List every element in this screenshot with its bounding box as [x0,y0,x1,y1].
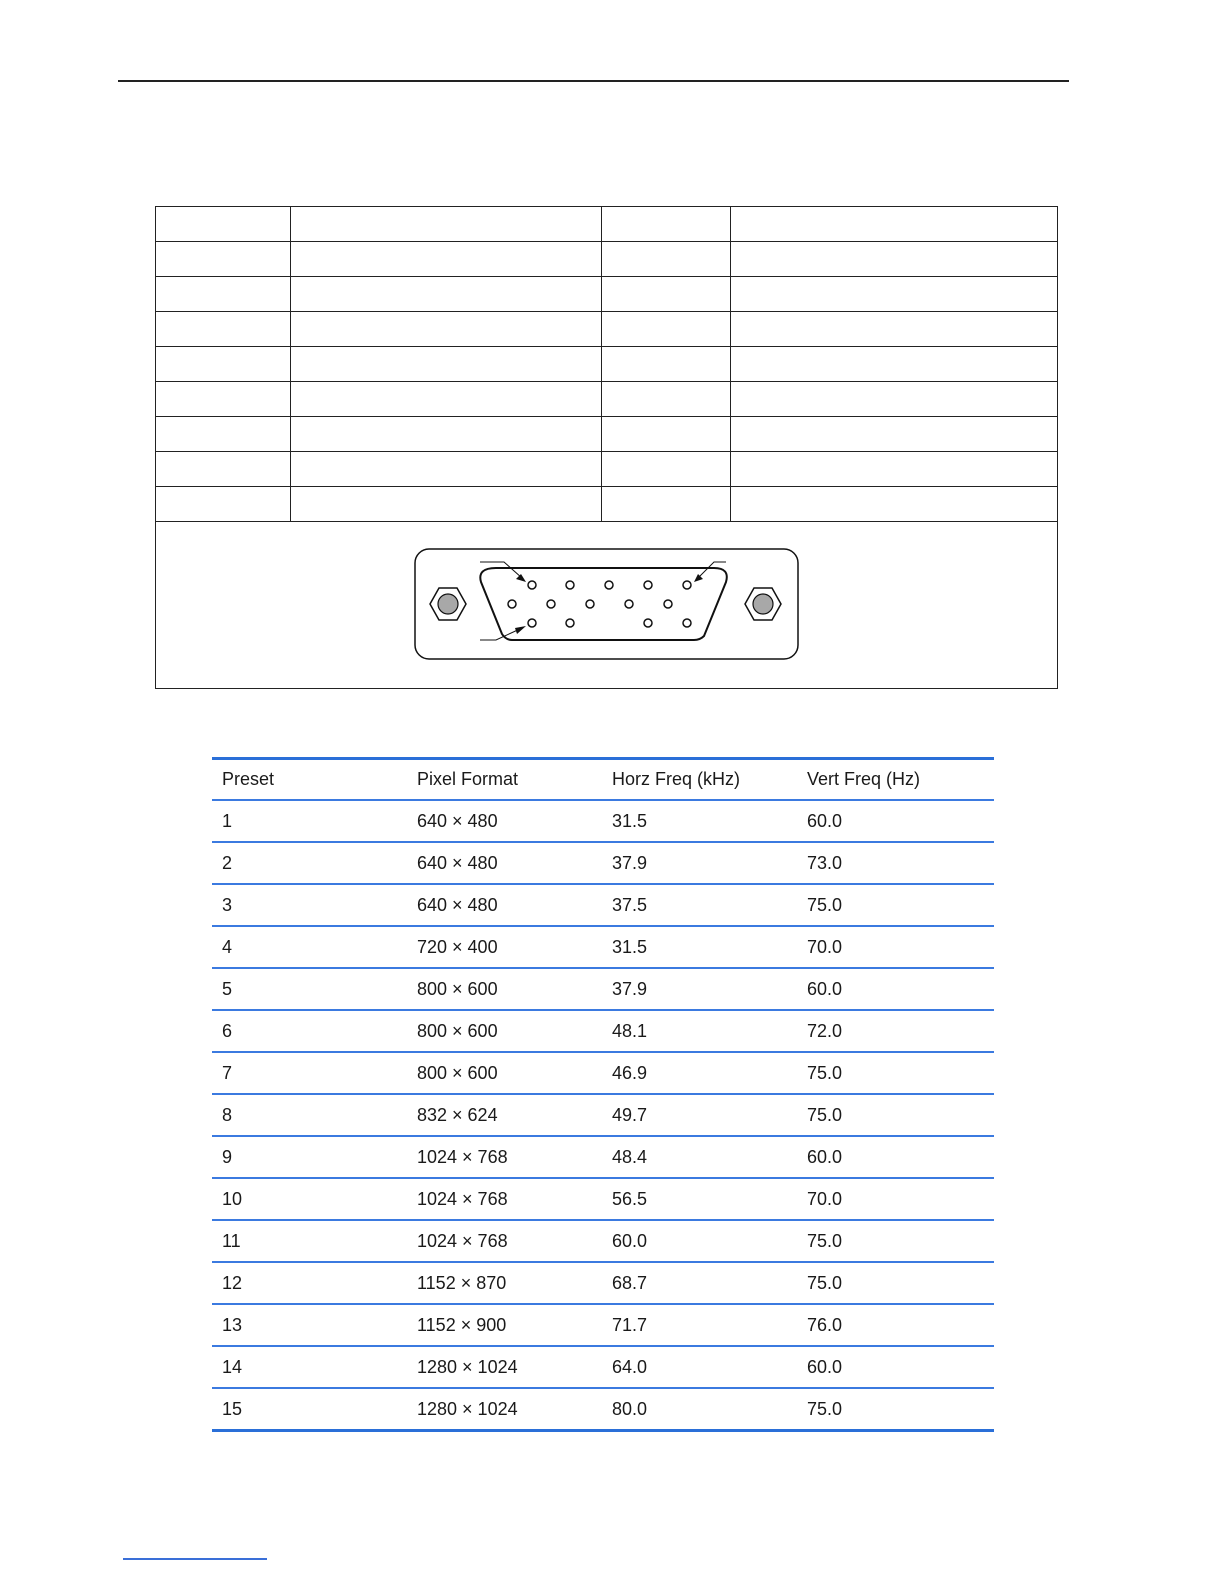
preset-number-cell: 11 [222,1230,241,1251]
vert-freq-cell: 75.0 [807,1062,843,1083]
pin-table-cell [731,277,1058,312]
preset-number-cell: 14 [222,1356,243,1377]
pin-table-cell [731,487,1058,522]
horz-freq-cell: 68.7 [612,1272,648,1293]
pin-table-cell [291,347,602,382]
pin-table-cell [731,382,1058,417]
horz-freq-cell: 37.9 [612,852,648,873]
vert-freq-cell: 73.0 [807,852,843,873]
header-pixel-format: Pixel Format [417,769,519,789]
pin-table-cell [602,452,731,487]
pin-table-cell [291,312,602,347]
preset-row [212,1010,994,1052]
vert-freq-cell: 70.0 [807,1188,843,1209]
pin-table-row [156,417,1058,452]
footer-rule [123,1558,267,1560]
pin-table-row [156,312,1058,347]
pin-table-cell [731,347,1058,382]
pin-table-cell [602,312,731,347]
pin-table-cell [156,277,291,312]
preset-row [212,1220,994,1262]
horz-freq-cell: 80.0 [612,1398,648,1419]
header-rule [118,80,1069,82]
vert-freq-cell: 60.0 [807,1356,843,1377]
preset-number-cell: 1 [222,810,233,831]
preset-row [212,1178,994,1220]
vert-freq-cell: 72.0 [807,1020,843,1041]
vert-freq-cell: 76.0 [807,1314,843,1335]
pin-table-cell [156,382,291,417]
vert-freq-cell: 75.0 [807,1272,843,1293]
pixel-format-cell: 640 × 480 [417,810,498,831]
vert-freq-cell: 60.0 [807,1146,843,1167]
preset-row [212,842,994,884]
pixel-format-cell: 800 × 600 [417,978,498,999]
pin-table-cell [602,382,731,417]
vert-freq-cell: 75.0 [807,1104,843,1125]
preset-number-cell: 4 [222,936,233,957]
pixel-format-cell: 832 × 624 [417,1104,498,1125]
pixel-format-cell: 1024 × 768 [417,1230,508,1251]
horz-freq-cell: 31.5 [612,936,648,957]
horz-freq-cell: 56.5 [612,1188,648,1209]
preset-number-cell: 8 [222,1104,233,1125]
preset-row [212,1388,994,1431]
header-preset: Preset [222,769,275,789]
preset-table-header [212,759,994,801]
pin-table-cell [602,487,731,522]
preset-row [212,1346,994,1388]
pixel-format-cell: 800 × 600 [417,1020,498,1041]
pixel-format-cell: 1280 × 1024 [417,1356,518,1377]
pin-table-cell [731,242,1058,277]
preset-number-cell: 15 [222,1398,243,1419]
pin-table-cell [602,347,731,382]
horz-freq-cell: 31.5 [612,810,648,831]
pin-table-cell [731,312,1058,347]
pin-table-cell [156,452,291,487]
pin-table-cell [156,417,291,452]
pixel-format-cell: 720 × 400 [417,936,498,957]
vert-freq-cell: 75.0 [807,1398,843,1419]
vert-freq-cell: 60.0 [807,978,843,999]
horz-freq-cell: 49.7 [612,1104,648,1125]
pin-table-cell [156,207,291,242]
pin-table-row [156,207,1058,242]
pin-table-cell [156,487,291,522]
preset-row [212,1052,994,1094]
preset-row [212,1094,994,1136]
vert-freq-cell: 60.0 [807,810,843,831]
preset-number-cell: 13 [222,1314,243,1335]
pixel-format-cell: 640 × 480 [417,852,498,873]
preset-number-cell: 10 [222,1188,243,1209]
pin-table-cell [731,417,1058,452]
preset-number-cell: 6 [222,1020,233,1041]
horz-freq-cell: 37.9 [612,978,648,999]
preset-row [212,800,994,842]
pin-table-cell [602,277,731,312]
pixel-format-cell: 1024 × 768 [417,1188,508,1209]
pin-table-row [156,487,1058,522]
pin-table-row [156,382,1058,417]
pin-table-cell [731,452,1058,487]
preset-row [212,926,994,968]
pin-table-cell [156,242,291,277]
pixel-format-cell: 1152 × 900 [417,1314,507,1335]
preset-row [212,968,994,1010]
vert-freq-cell: 75.0 [807,1230,843,1251]
pixel-format-cell: 640 × 480 [417,894,498,915]
preset-row [212,1304,994,1346]
pin-table-row [156,452,1058,487]
preset-number-cell: 2 [222,852,233,873]
preset-number-cell: 12 [222,1272,243,1293]
preset-row [212,884,994,926]
pin-table-cell [156,312,291,347]
preset-number-cell: 9 [222,1146,233,1167]
horz-freq-cell: 60.0 [612,1230,648,1251]
pin-table-row [156,277,1058,312]
pixel-format-cell: 1024 × 768 [417,1146,508,1167]
horz-freq-cell: 46.9 [612,1062,648,1083]
pixel-format-cell: 1152 × 870 [417,1272,507,1293]
preset-number-cell: 5 [222,978,233,999]
pin-table-cell [291,452,602,487]
pin-table-cell [156,347,291,382]
horz-freq-cell: 37.5 [612,894,648,915]
preset-row [212,1262,994,1304]
pin-table-cell [731,207,1058,242]
pin-table-cell [602,417,731,452]
horz-freq-cell: 48.1 [612,1020,648,1041]
preset-number-cell: 3 [222,894,233,915]
pixel-format-cell: 1280 × 1024 [417,1398,518,1419]
pin-table-cell [602,207,731,242]
horz-freq-cell: 71.7 [612,1314,648,1335]
pin-table-cell [291,382,602,417]
preset-timing-table [212,757,994,1432]
vert-freq-cell: 75.0 [807,894,843,915]
pin-assignment-table [155,206,1058,689]
pin-table-cell [291,207,602,242]
pin-table-cell [291,417,602,452]
pin-table-row [156,347,1058,382]
vert-freq-cell: 70.0 [807,936,843,957]
horz-freq-cell: 64.0 [612,1356,648,1377]
pin-table-cell [291,277,602,312]
preset-number-cell: 7 [222,1062,233,1083]
pin-table-cell [602,242,731,277]
horz-freq-cell: 48.4 [612,1146,648,1167]
vga-connector-icon [414,548,800,662]
connector-diagram-cell [156,522,1058,689]
pixel-format-cell: 800 × 600 [417,1062,498,1083]
pin-table-row [156,242,1058,277]
pin-table-cell [291,242,602,277]
connector-diagram-row [156,522,1058,689]
header-horz-freq: Horz Freq (kHz) [612,769,741,789]
pin-table-cell [291,487,602,522]
header-vert-freq: Vert Freq (Hz) [807,769,921,789]
preset-row [212,1136,994,1178]
